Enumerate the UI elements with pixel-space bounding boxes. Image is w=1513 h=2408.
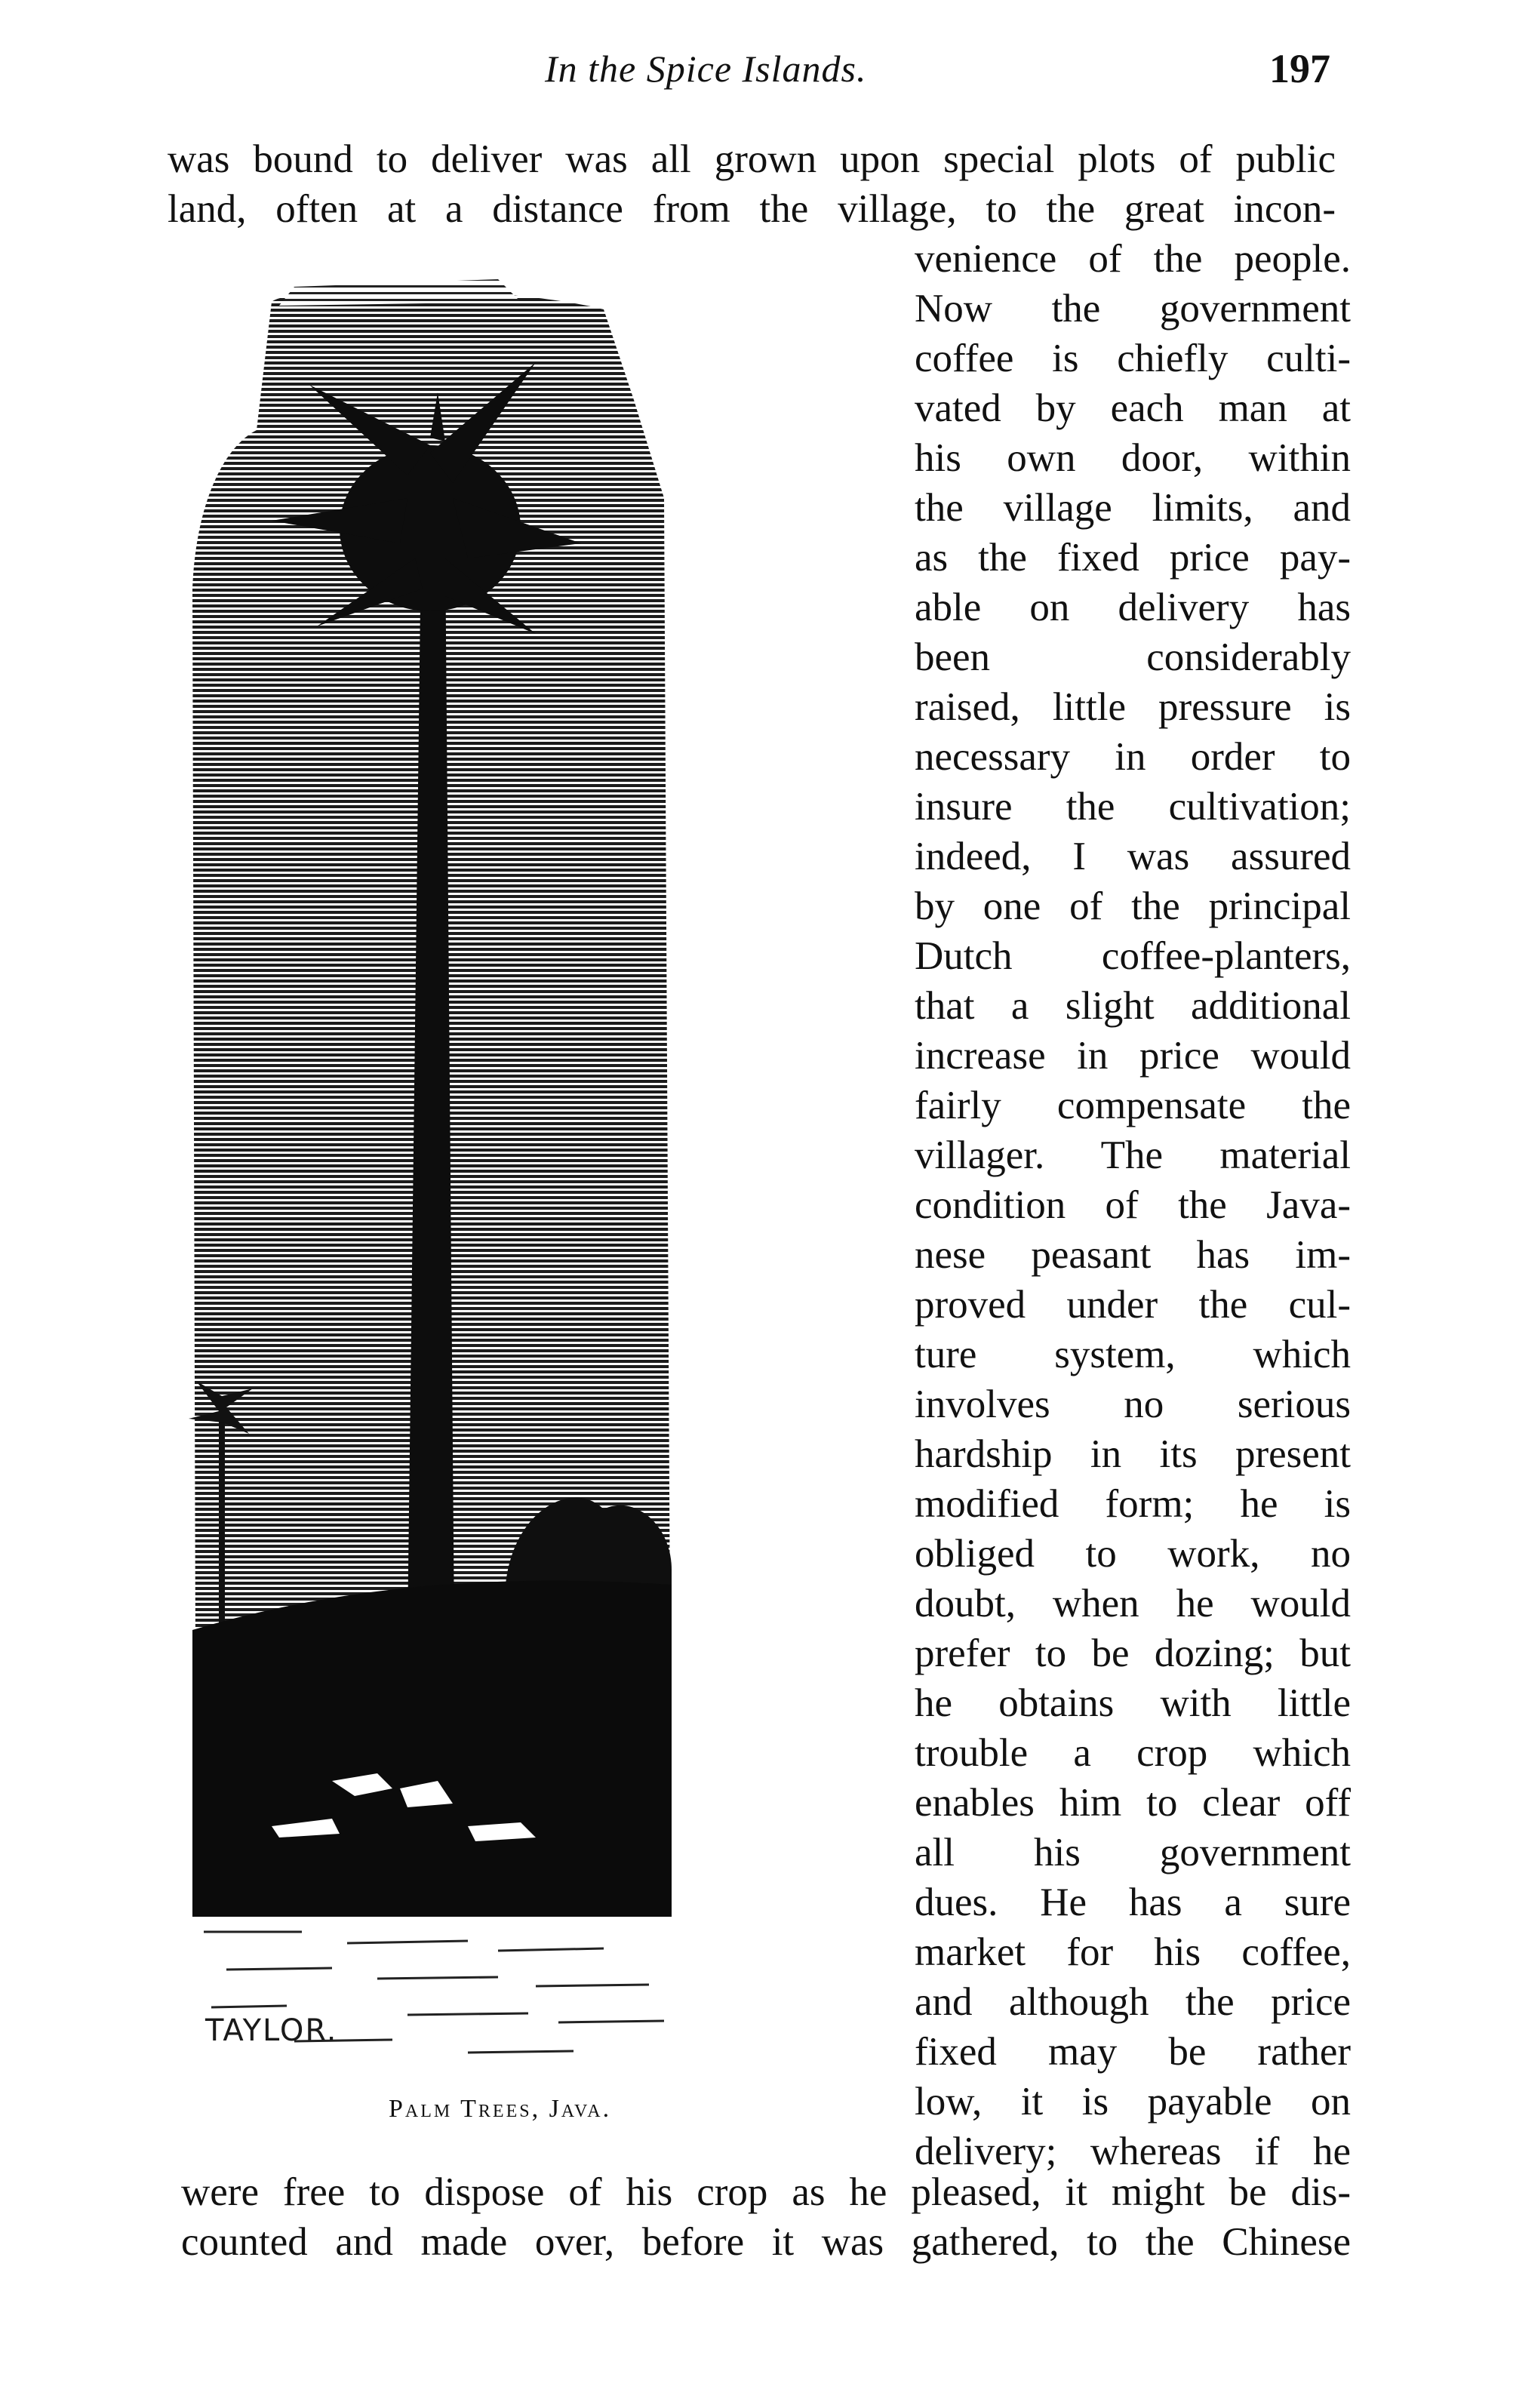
text-line: venience of the people.	[915, 237, 1351, 281]
text-line: insure the cultivation;	[915, 785, 1351, 829]
text-line: fairly compensate the	[915, 1084, 1351, 1127]
text-line: able on delivery has	[915, 586, 1351, 629]
text-line: were free to dispose of his crop as he pleased, it might be dis-	[181, 2170, 1351, 2214]
text-line: enables him to clear off	[915, 1781, 1351, 1825]
text-line: and although the price	[915, 1980, 1351, 2024]
text-line: been considerably	[915, 635, 1351, 679]
text-line: by one of the principal	[915, 884, 1351, 928]
text-line: raised, little pressure is	[915, 685, 1351, 729]
text-line: indeed, I was assured	[915, 835, 1351, 878]
text-line: increase in price would	[915, 1034, 1351, 1078]
text-line: doubt, when he would	[915, 1582, 1351, 1625]
running-title: In the Spice Islands.	[545, 48, 867, 90]
text-line: all his government	[915, 1831, 1351, 1874]
text-line: was bound to deliver was all grown upon special plots of public	[168, 137, 1336, 181]
text-line: fixed may be rather	[915, 2030, 1351, 2074]
text-line: dues. He has a sure	[915, 1881, 1351, 1924]
text-line: he obtains with little	[915, 1681, 1351, 1725]
text-line: modified form; he is	[915, 1482, 1351, 1526]
text-line: ture system, which	[915, 1333, 1351, 1376]
text-line: coffee is chiefly culti-	[915, 337, 1351, 380]
text-line: land, often at a distance from the village, to the great incon-	[168, 187, 1336, 231]
engraving-image	[181, 272, 883, 2098]
text-line: villager. The material	[915, 1133, 1351, 1177]
figure-caption: Palm Trees, Java.	[389, 2095, 612, 2123]
text-line: Dutch coffee-planters,	[915, 934, 1351, 978]
text-line: prefer to be dozing; but	[915, 1631, 1351, 1675]
text-line: hardship in its present	[915, 1432, 1351, 1476]
text-line: nese peasant has im-	[915, 1233, 1351, 1277]
text-line: as the fixed price pay-	[915, 536, 1351, 580]
engraver-signature: TAYLOR.	[205, 2013, 338, 2048]
text-line: necessary in order to	[915, 735, 1351, 779]
text-line: obliged to work, no	[915, 1532, 1351, 1576]
text-line: proved under the cul-	[915, 1283, 1351, 1327]
palm-trees-engraving	[181, 272, 883, 2098]
text-line: Now the government	[915, 287, 1351, 331]
text-line: delivery; whereas if he	[915, 2130, 1351, 2173]
text-line: the village limits, and	[915, 486, 1351, 530]
text-line: trouble a crop which	[915, 1731, 1351, 1775]
text-line: market for his coffee,	[915, 1930, 1351, 1974]
text-line: counted and made over, before it was gathered, to the Chinese	[181, 2220, 1351, 2264]
text-line: low, it is payable on	[915, 2080, 1351, 2124]
page-number: 197	[1269, 46, 1330, 91]
text-line: vated by each man at	[915, 386, 1351, 430]
text-line: that a slight additional	[915, 984, 1351, 1028]
text-line: involves no serious	[915, 1382, 1351, 1426]
text-line: his own door, within	[915, 436, 1351, 480]
text-line: condition of the Java-	[915, 1183, 1351, 1227]
